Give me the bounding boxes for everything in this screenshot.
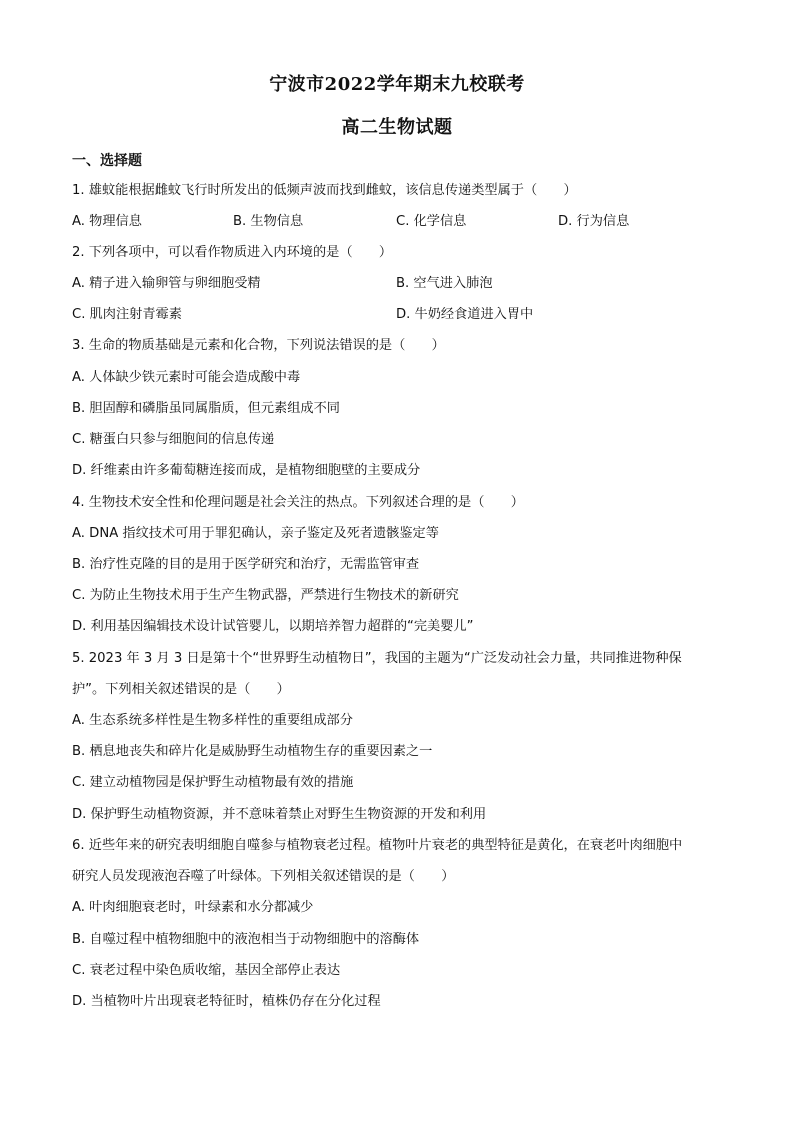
question-2-option-b: B. 空气进入肺泡 xyxy=(396,276,493,291)
question-6-option-c: C. 衰老过程中染色质收缩，基因全部停止表达 xyxy=(72,963,341,978)
question-5-option-d: D. 保护野生动植物资源，并不意味着禁止对野生生物资源的开发和利用 xyxy=(72,807,487,822)
question-5-option-c: C. 建立动植物园是保护野生动植物最有效的措施 xyxy=(72,775,354,790)
question-1-stem: 1. 雄蚊能根据雌蚊飞行时所发出的低频声波而找到雌蚊，该信息传递类型属于（ ） xyxy=(72,183,577,198)
question-3-option-d: D. 纤维素由许多葡萄糖连接而成，是植物细胞壁的主要成分 xyxy=(72,463,421,478)
section-heading: 一、选择题 xyxy=(72,153,142,169)
question-6-option-d: D. 当植物叶片出现衰老特征时，植株仍存在分化过程 xyxy=(72,994,381,1009)
question-2-option-c: C. 肌肉注射青霉素 xyxy=(72,307,182,322)
question-3-option-c: C. 糖蛋白只参与细胞间的信息传递 xyxy=(72,432,275,447)
question-2-option-d: D. 牛奶经食道进入胃中 xyxy=(396,307,534,322)
question-1-option-c: C. 化学信息 xyxy=(396,214,467,229)
question-3-stem: 3. 生命的物质基础是元素和化合物，下列说法错误的是（ ） xyxy=(72,338,445,353)
question-1-option-b: B. 生物信息 xyxy=(233,214,304,229)
question-2-stem: 2. 下列各项中，可以看作物质进入内环境的是（ ） xyxy=(72,245,393,260)
question-2-option-a: A. 精子进入输卵管与卵细胞受精 xyxy=(72,276,261,291)
question-4-option-c: C. 为防止生物技术用于生产生物武器，严禁进行生物技术的新研究 xyxy=(72,588,459,603)
question-4-option-d: D. 利用基因编辑技术设计试管婴儿，以期培养智力超群的“完美婴儿” xyxy=(72,619,474,634)
question-5-stem-line-1: 5. 2023 年 3 月 3 日是第十个“世界野生动植物日”，我国的主题为“广泛发动社会力量，共同推进物种保 xyxy=(72,651,682,666)
question-3-option-a: A. 人体缺少铁元素时可能会造成酸中毒 xyxy=(72,370,301,385)
exam-title: 宁波市2022学年期末九校联考 xyxy=(269,74,525,95)
exam-subtitle: 高二生物试题 xyxy=(341,117,453,138)
question-6-stem-line-1: 6. 近些年来的研究表明细胞自噬参与植物衰老过程。植物叶片衰老的典型特征是黄化，在衰老叶肉细胞中 xyxy=(72,838,683,853)
question-1-option-d: D. 行为信息 xyxy=(558,214,630,229)
question-6-stem-line-2: 研究人员发现液泡吞噬了叶绿体。下列相关叙述错误的是（ ） xyxy=(72,869,455,884)
question-5-option-a: A. 生态系统多样性是生物多样性的重要组成部分 xyxy=(72,713,353,728)
question-6-option-a: A. 叶肉细胞衰老时，叶绿素和水分都减少 xyxy=(72,900,314,915)
question-4-option-b: B. 治疗性克隆的目的是用于医学研究和治疗，无需监管审查 xyxy=(72,557,420,572)
question-6-option-b: B. 自噬过程中植物细胞中的液泡相当于动物细胞中的溶酶体 xyxy=(72,932,420,947)
question-4-option-a: A. DNA 指纹技术可用于罪犯确认，亲子鉴定及死者遗骸鉴定等 xyxy=(72,526,439,541)
question-5-stem-line-2: 护”。下列相关叙述错误的是（ ） xyxy=(72,682,290,697)
question-3-option-b: B. 胆固醇和磷脂虽同属脂质，但元素组成不同 xyxy=(72,401,340,416)
question-1-option-a: A. 物理信息 xyxy=(72,214,142,229)
question-5-option-b: B. 栖息地丧失和碎片化是威胁野生动植物生存的重要因素之一 xyxy=(72,744,433,759)
question-4-stem: 4. 生物技术安全性和伦理问题是社会关注的热点。下列叙述合理的是（ ） xyxy=(72,495,524,510)
